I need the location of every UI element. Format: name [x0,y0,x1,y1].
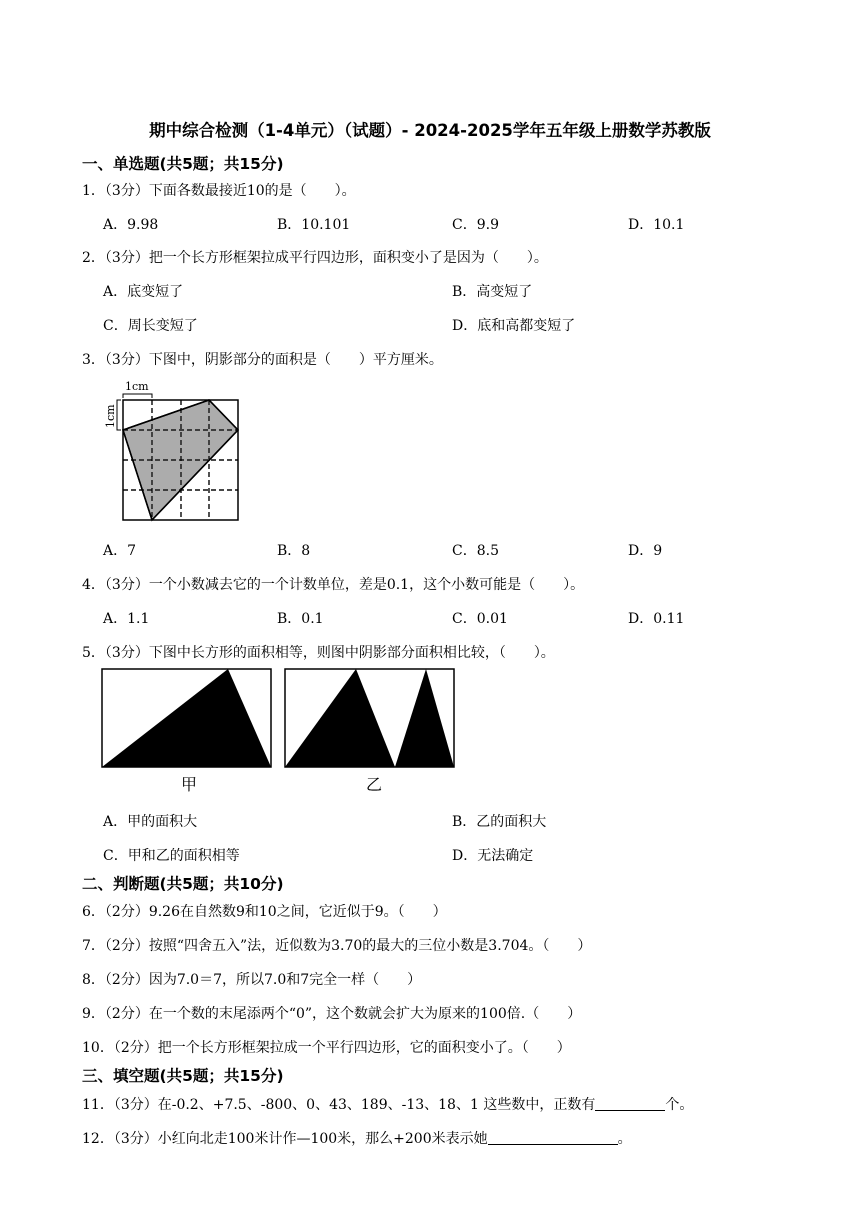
rectangle-jia [101,668,273,770]
question-5-stem: 5．（3分）下图中长方形的面积相等，则图中阴影部分面积相比较，（ ）。 [82,645,555,661]
question-2-option-c: C．周长变短了 [103,318,198,334]
height-label: 1cm [104,404,117,428]
question-10-stem: 10．（2分）把一个长方形框架拉成一个平行四边形，它的面积变小了。（ ） [82,1040,571,1056]
question-4-option-b: B．0.1 [277,611,324,627]
question-3-stem: 3．（3分）下图中，阴影部分的面积是（ ）平方厘米。 [82,352,443,368]
page-title: 期中综合检测（1-4单元）（试题）- 2024-2025学年五年级上册数学苏教版 [149,121,711,140]
question-1-option-c: C．9.9 [452,217,499,233]
question-9-stem: 9．（2分）在一个数的末尾添两个“0”，这个数就会扩大为原来的100倍.（ ） [82,1006,582,1022]
question-1-option-d: D．10.1 [628,217,685,233]
question-1-option-b: B．10.101 [277,217,351,233]
figure-label-yi: 乙 [366,775,383,794]
question-3-option-b: B．8 [277,543,311,559]
question-12-answer-blank [488,1130,618,1145]
question-12-stem-before: 12．（3分）小红向北走100米计作—100米，那么+200米表示她 [82,1131,488,1147]
question-11 [82,1094,693,1114]
question-5-option-c: C．甲和乙的面积相等 [103,848,240,864]
question-11-answer-blank [595,1096,665,1111]
section-heading-fill-blank: 三、填空题(共5题；共15分) [82,1067,284,1085]
question-11-stem-before: 11．（3分）在-0.2、+7.5、-800、0、43、189、-13、18、1 这些数中，正数有 [82,1097,596,1113]
question-5-option-b: B．乙的面积大 [452,814,547,830]
question-4-option-d: D．0.11 [628,611,685,627]
rectangle-yi [284,668,456,770]
question-1-stem: 1．（3分）下面各数最接近10的是（ ）。 [82,183,356,199]
question-1-option-a: A．9.98 [103,217,159,233]
section-heading-single-choice: 一、单选题(共5题；共15分) [82,155,284,173]
section-heading-true-false: 二、判断题(共5题；共10分) [82,875,284,893]
question-6-stem: 6．（2分）9.26在自然数9和10之间，它近似于9。（ ） [82,904,447,920]
question-3-option-c: C．8.5 [452,543,499,559]
question-2-stem: 2．（3分）把一个长方形框架拉成平行四边形，面积变小了是因为（ ）。 [82,250,548,266]
height-bracket [117,400,121,430]
question-5-option-d: D．无法确定 [452,848,534,864]
figure-label-jia: 甲 [181,775,198,794]
question-11-stem-after: 个。 [665,1097,694,1113]
question-2-option-b: B．高变短了 [452,284,533,300]
question-4-option-a: A．1.1 [103,611,150,627]
width-bracket [123,394,152,398]
question-2-option-a: A．底变短了 [103,284,184,300]
question-5-figure-right [284,668,456,770]
question-8-stem: 8．（2分）因为7.0＝7，所以7.0和7完全一样（ ） [82,972,422,988]
question-3-option-a: A．7 [103,543,137,559]
question-12-stem-after: 。 [617,1131,632,1147]
question-12 [82,1128,632,1148]
question-4-option-c: C．0.01 [452,611,508,627]
question-5-figure-left [101,668,273,770]
question-7-stem: 7．（2分）按照“四舍五入”法，近似数为3.70的最大的三位小数是3.704。（ ） [82,938,592,954]
question-5-option-a: A．甲的面积大 [103,814,198,830]
question-3-figure [102,378,247,526]
grid-shaded-figure [102,378,247,526]
question-3-option-d: D．9 [628,543,663,559]
width-label: 1cm [125,380,149,393]
question-4-stem: 4．（3分）一个小数减去它的一个计数单位，差是0.1，这个小数可能是（ ）。 [82,577,585,593]
question-2-option-d: D．底和高都变短了 [452,318,576,334]
